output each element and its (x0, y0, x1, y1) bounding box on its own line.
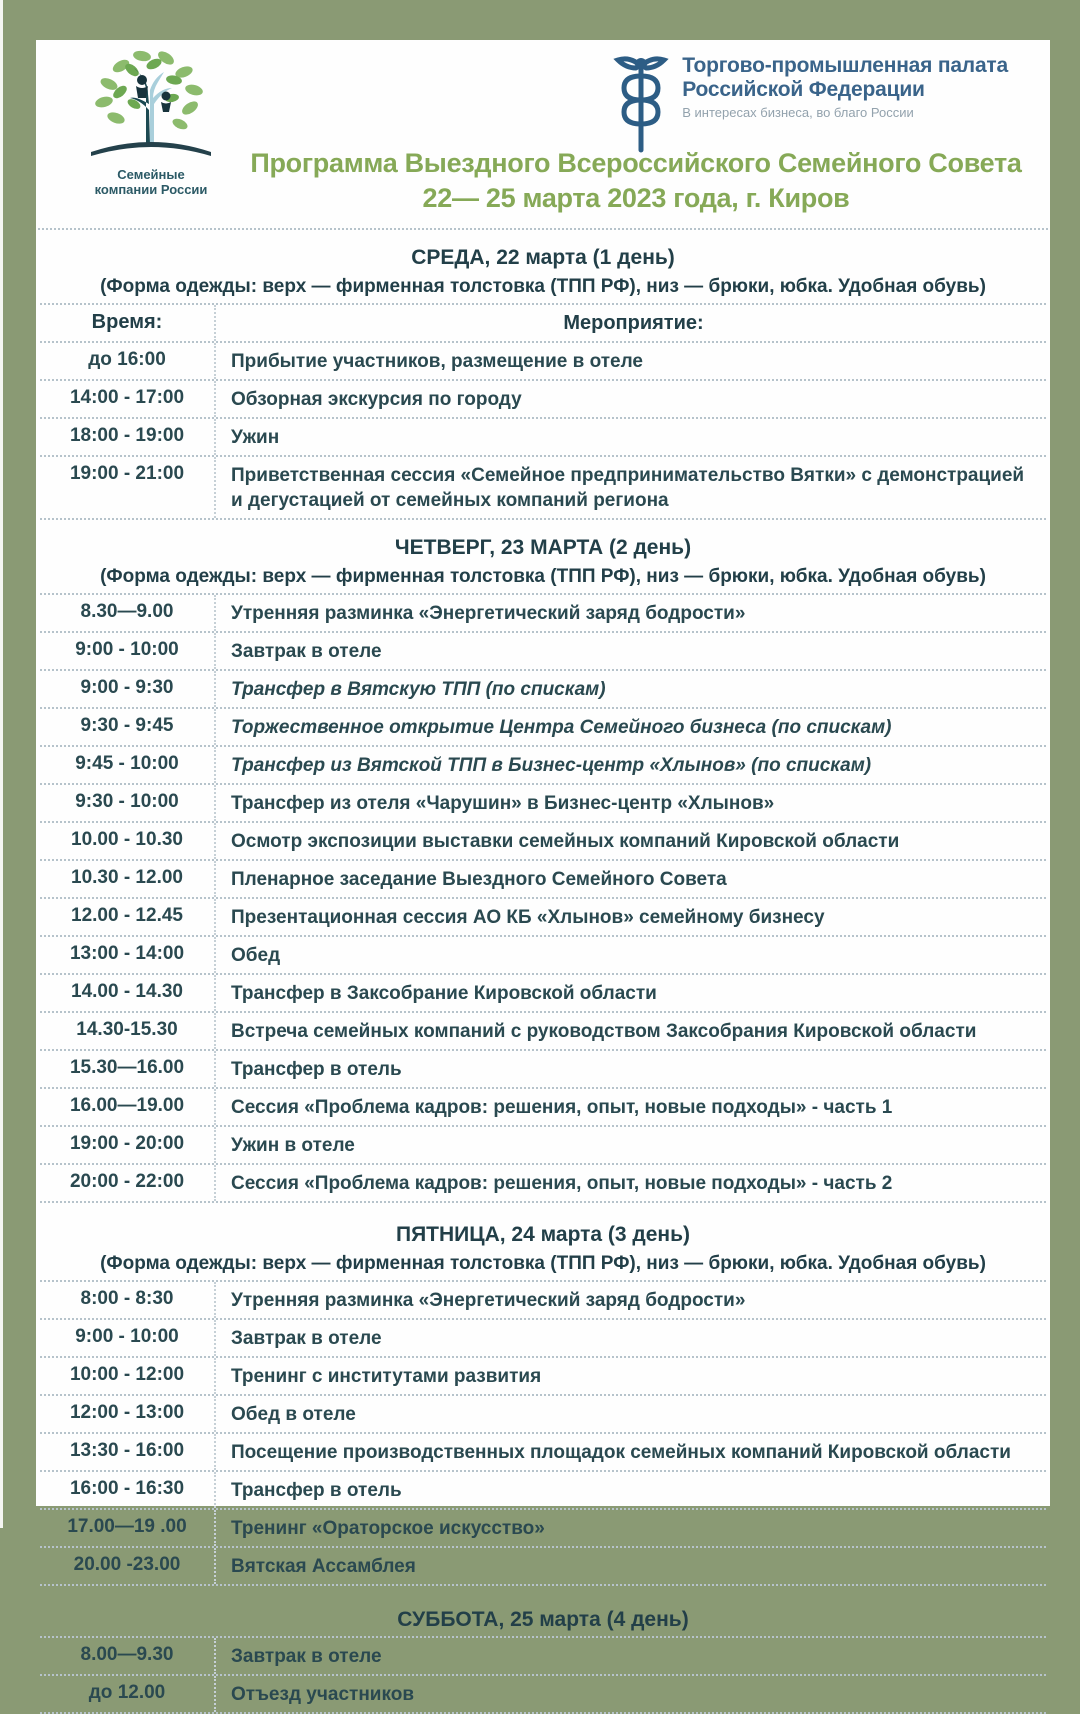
dress-code-note: (Форма одежды: верх — фирменная толстовка (ТПП РФ), низ — брюки, юбка. Удобная обувь) (100, 1253, 986, 1274)
event-cell: Пленарное заседание Выездного Семейного Совета (231, 869, 727, 890)
event-cell: Сессия «Проблема кадров: решения, опыт, новые подходы» - часть 1 (231, 1097, 893, 1118)
section-rows (40, 1636, 1046, 1714)
section-day-title: СУББОТА, 25 марта (4 день) (397, 1608, 689, 1631)
schedule-table (36, 244, 1050, 1714)
time-cell: 15.30—16.00 (40, 1051, 216, 1087)
time-cell: 16:00 - 16:30 (40, 1472, 216, 1508)
schedule-row (40, 1676, 1046, 1714)
event-cell: Трансфер из Вятской ТПП в Бизнес-центр «Хлынов» (по спискам) (231, 755, 872, 776)
time-cell: до 16:00 (40, 343, 216, 379)
event-cell: Обед (231, 945, 281, 966)
dress-code-note: (Форма одежды: верх — фирменная толстовка (ТПП РФ), низ — брюки, юбка. Удобная обувь) (100, 566, 986, 587)
schedule-row (40, 633, 1046, 671)
schedule-row (40, 975, 1046, 1013)
time-cell: 9:00 - 10:00 (40, 1320, 216, 1356)
schedule-row (40, 1165, 1046, 1203)
event-cell: Трансфер из отеля «Чарушин» в Бизнес-центр «Хлынов» (231, 793, 775, 814)
event-cell: Осмотр экспозиции выставки семейных компаний Кировской области (231, 831, 900, 852)
schedule-row (40, 1358, 1046, 1396)
program-title-line1: Программа Выездного Всероссийского Семейного Совета (250, 148, 1022, 178)
time-cell: 8.00—9.30 (40, 1638, 216, 1674)
event-cell: Трансфер в Вятскую ТПП (по спискам) (231, 679, 606, 700)
event-cell: Обзорная экскурсия по городу (231, 389, 522, 410)
time-cell: 12.00 - 12.45 (40, 899, 216, 935)
time-cell: 16.00—19.00 (40, 1089, 216, 1125)
time-cell: 18:00 - 19:00 (40, 419, 216, 455)
event-cell: Трансфер в отель (231, 1059, 402, 1080)
time-cell: 9:30 - 10:00 (40, 785, 216, 821)
schedule-row (40, 1510, 1046, 1548)
schedule-row (40, 1089, 1046, 1127)
time-cell: 14:00 - 17:00 (40, 381, 216, 417)
schedule-row (40, 1638, 1046, 1676)
event-column-header: Мероприятие: (563, 312, 704, 334)
tpp-name-line2: Российской Федерации (682, 78, 925, 101)
schedule-row (40, 1396, 1046, 1434)
schedule-row (40, 709, 1046, 747)
schedule-row (40, 1472, 1046, 1510)
schedule-row (40, 899, 1046, 937)
schedule-row (40, 1013, 1046, 1051)
time-cell: 9:45 - 10:00 (40, 747, 216, 783)
schedule-row (40, 343, 1046, 381)
family-logo-text-line2: компании России (94, 182, 208, 197)
schedule-row (40, 595, 1046, 633)
program-page (36, 40, 1050, 1705)
schedule-row (40, 1434, 1046, 1472)
time-cell: 14.00 - 14.30 (40, 975, 216, 1011)
time-cell: 14.30-15.30 (40, 1013, 216, 1049)
column-header-row (40, 305, 1046, 343)
event-cell: Ужин в отеле (231, 1135, 355, 1156)
page-header (36, 40, 1050, 228)
time-cell: 9:00 - 10:00 (40, 633, 216, 669)
time-cell: 9:00 - 9:30 (40, 671, 216, 707)
event-cell: Завтрак в отеле (231, 1646, 382, 1667)
time-cell: 13:30 - 16:00 (40, 1434, 216, 1470)
schedule-row (40, 937, 1046, 975)
schedule-row (40, 419, 1046, 457)
event-cell: Торжественное открытие Центра Семейного бизнеса (по спискам) (231, 717, 892, 738)
event-cell: Завтрак в отеле (231, 641, 382, 662)
event-cell: Посещение производственных площадок семейных компаний Кировской области (231, 1442, 1011, 1463)
event-cell: Отъезд участников (231, 1684, 415, 1705)
event-cell: Трансфер в отель (231, 1480, 402, 1501)
event-cell: Сессия «Проблема кадров: решения, опыт, новые подходы» - часть 2 (231, 1173, 893, 1194)
section-day-title: ЧЕТВЕРГ, 23 МАРТА (2 день) (394, 536, 692, 559)
event-cell: Презентационная сессия АО КБ «Хлынов» семейному бизнесу (231, 907, 825, 928)
schedule-row (40, 1127, 1046, 1165)
time-cell: 19:00 - 20:00 (40, 1127, 216, 1163)
time-cell: 13:00 - 14:00 (40, 937, 216, 973)
tpp-name-line1: Торгово-промышленная палата (682, 54, 1008, 77)
event-cell: Трансфер в Заксобрание Кировской области (231, 983, 657, 1004)
schedule-row (40, 823, 1046, 861)
schedule-section-1 (40, 244, 1046, 520)
time-column-header: Время: (40, 305, 216, 341)
time-cell: до 12.00 (40, 1676, 216, 1712)
time-cell: 8:00 - 8:30 (40, 1282, 216, 1318)
schedule-row (40, 861, 1046, 899)
section-rows (40, 303, 1046, 520)
event-cell: Завтрак в отеле (231, 1328, 382, 1349)
dress-code-note: (Форма одежды: верх — фирменная толстовка (ТПП РФ), низ — брюки, юбка. Удобная обувь) (100, 276, 986, 297)
time-cell: 9:30 - 9:45 (40, 709, 216, 745)
time-cell: 20.00 -23.00 (40, 1548, 216, 1584)
schedule-row (40, 457, 1046, 520)
schedule-row (40, 1548, 1046, 1586)
event-cell: Встреча семейных компаний с руководством Заксобрания Кировской области (231, 1021, 977, 1042)
time-cell: 20:00 - 22:00 (40, 1165, 216, 1201)
schedule-section-4 (40, 1606, 1046, 1714)
program-title (226, 146, 1046, 216)
event-cell: Утренняя разминка «Энергетический заряд бодрости» (231, 1290, 746, 1311)
event-cell: Приветственная сессия «Семейное предпринимательство Вятки» с демонстрацией и дегустацией от семейных компаний региона (231, 465, 1025, 511)
time-cell: 17.00—19 .00 (40, 1510, 216, 1546)
section-rows (40, 1280, 1046, 1586)
event-cell: Ужин (231, 427, 280, 448)
event-cell: Тренинг «Ораторское искусство» (231, 1518, 545, 1539)
section-day-title: СРЕДА, 22 марта (1 день) (411, 246, 675, 269)
time-cell: 10:00 - 12:00 (40, 1358, 216, 1394)
time-cell: 10.30 - 12.00 (40, 861, 216, 897)
scan-edge (0, 0, 3, 1528)
schedule-row (40, 1320, 1046, 1358)
schedule-row (40, 671, 1046, 709)
time-cell: 12:00 - 13:00 (40, 1396, 216, 1432)
schedule-row (40, 1282, 1046, 1320)
event-cell: Утренняя разминка «Энергетический заряд бодрости» (231, 603, 746, 624)
schedule-section-3 (40, 1221, 1046, 1586)
section-day-title: ПЯТНИЦА, 24 марта (3 день) (395, 1223, 691, 1246)
schedule-row (40, 1051, 1046, 1089)
event-cell: Тренинг с институтами развития (231, 1366, 542, 1387)
tpp-logo (612, 54, 1008, 159)
schedule-row (40, 785, 1046, 823)
time-cell: 8.30—9.00 (40, 595, 216, 631)
title-divider (38, 228, 1048, 230)
family-companies-logo (66, 44, 236, 197)
event-cell: Прибытие участников, размещение в отеле (231, 351, 643, 372)
caduceus-icon (612, 54, 670, 159)
section-rows (40, 593, 1046, 1203)
tpp-tagline: В интересах бизнеса, во благо России (682, 105, 914, 120)
schedule-row (40, 381, 1046, 419)
event-cell: Вятская Ассамблея (231, 1556, 416, 1577)
schedule-section-2 (40, 534, 1046, 1203)
event-cell: Обед в отеле (231, 1404, 356, 1425)
time-cell: 19:00 - 21:00 (40, 457, 216, 518)
schedule-row (40, 747, 1046, 785)
program-title-line2: 22— 25 марта 2023 года, г. Киров (422, 183, 850, 213)
time-cell: 10.00 - 10.30 (40, 823, 216, 859)
family-logo-text-line1: Семейные (117, 167, 185, 182)
tree-with-family-icon (76, 149, 226, 166)
